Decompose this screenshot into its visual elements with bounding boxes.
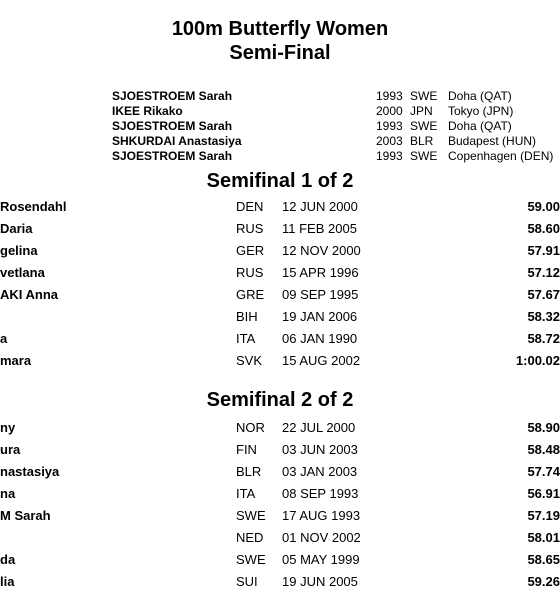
table-row xyxy=(0,508,560,526)
swimmer-nation: RUS xyxy=(236,221,264,236)
page-subtitle: Semi-Final xyxy=(229,42,331,64)
swimmer-nation: FIN xyxy=(236,442,257,457)
record-nation: BLR xyxy=(410,134,434,148)
swimmer-time: 58.90 xyxy=(527,420,560,435)
swimmer-name: a xyxy=(0,331,8,346)
record-year: 1993 xyxy=(376,149,403,163)
swimmer-nation: NED xyxy=(236,530,264,545)
swimmer-name: lia xyxy=(0,574,15,589)
semifinal-1-title: Semifinal 1 of 2 xyxy=(206,170,354,192)
table-row xyxy=(0,287,560,305)
swimmer-birthdate: 19 JUN 2005 xyxy=(282,574,358,589)
swimmer-time: 57.19 xyxy=(527,508,560,523)
swimmer-name: ny xyxy=(0,420,16,435)
swimmer-time: 58.32 xyxy=(527,309,560,324)
table-row xyxy=(0,486,560,504)
record-holder: SHKURDAI Anastasiya xyxy=(112,134,242,148)
table-row xyxy=(0,265,560,283)
record-nation: SWE xyxy=(410,89,438,103)
swimmer-birthdate: 06 JAN 1990 xyxy=(282,331,358,346)
swimmer-name: gelina xyxy=(0,243,38,258)
table-row xyxy=(0,243,560,261)
record-place: Tokyo (JPN) xyxy=(448,104,514,118)
table-row xyxy=(0,353,560,371)
page-title: 100m Butterfly Women xyxy=(171,18,389,40)
swimmer-nation: ITA xyxy=(236,486,256,501)
record-row xyxy=(0,89,560,103)
swimmer-time: 1:00.02 xyxy=(515,353,560,368)
swimmer-name: da xyxy=(0,552,16,567)
table-row xyxy=(0,464,560,482)
swimmer-time: 58.48 xyxy=(527,442,560,457)
table-row xyxy=(0,199,560,217)
swimmer-nation: SWE xyxy=(236,552,266,567)
record-year: 2003 xyxy=(376,134,403,148)
swimmer-name: na xyxy=(0,486,16,501)
swimmer-nation: BIH xyxy=(236,309,258,324)
record-nation: SWE xyxy=(410,119,438,133)
swimmer-birthdate: 15 APR 1996 xyxy=(282,265,359,280)
record-holder: SJOESTROEM Sarah xyxy=(112,149,233,163)
record-year: 1993 xyxy=(376,89,403,103)
swimmer-time: 59.26 xyxy=(527,574,560,589)
swimmer-birthdate: 11 FEB 2005 xyxy=(282,221,357,236)
swimmer-birthdate: 08 SEP 1993 xyxy=(282,486,359,501)
swimmer-time: 58.60 xyxy=(527,221,560,236)
record-holder: IKEE Rikako xyxy=(112,104,183,118)
record-row xyxy=(0,104,560,118)
swimmer-time: 58.01 xyxy=(527,530,560,545)
swimmer-name: vetlana xyxy=(0,265,45,280)
swimmer-time: 58.65 xyxy=(527,552,560,567)
swimmer-birthdate: 03 JUN 2003 xyxy=(282,442,358,457)
record-holder: SJOESTROEM Sarah xyxy=(112,119,233,133)
table-row xyxy=(0,221,560,239)
table-row xyxy=(0,530,560,548)
swimmer-nation: RUS xyxy=(236,265,264,280)
table-row xyxy=(0,309,560,327)
swimmer-name: AKI Anna xyxy=(0,287,59,302)
table-row xyxy=(0,331,560,349)
record-place: Doha (QAT) xyxy=(448,89,512,103)
record-row xyxy=(0,149,560,163)
swimmer-birthdate: 17 AUG 1993 xyxy=(282,508,361,523)
record-holder: SJOESTROEM Sarah xyxy=(112,89,233,103)
swimmer-name: Rosendahl xyxy=(0,199,67,214)
record-place: Copenhagen (DEN) xyxy=(448,149,554,163)
record-place: Doha (QAT) xyxy=(448,119,512,133)
swimmer-nation: NOR xyxy=(236,420,265,435)
swimmer-birthdate: 05 MAY 1999 xyxy=(282,552,360,567)
swimmer-birthdate: 15 AUG 2002 xyxy=(282,353,361,368)
swimmer-name: mara xyxy=(0,353,32,368)
swimmer-nation: DEN xyxy=(236,199,264,214)
swimmer-nation: SUI xyxy=(236,574,258,589)
swimmer-birthdate: 01 NOV 2002 xyxy=(282,530,361,545)
swimmer-birthdate: 12 JUN 2000 xyxy=(282,199,358,214)
swimmer-name: ura xyxy=(0,442,21,457)
record-row xyxy=(0,134,560,148)
swimmer-birthdate: 22 JUL 2000 xyxy=(282,420,356,435)
swimmer-nation: ITA xyxy=(236,331,256,346)
swimmer-birthdate: 09 SEP 1995 xyxy=(282,287,359,302)
swimmer-time: 56.91 xyxy=(527,486,560,501)
swimmer-nation: SWE xyxy=(236,508,266,523)
swimmer-time: 57.12 xyxy=(527,265,560,280)
record-year: 1993 xyxy=(376,119,403,133)
swimmer-time: 57.67 xyxy=(527,287,560,302)
record-place: Budapest (HUN) xyxy=(448,134,537,148)
record-year: 2000 xyxy=(376,104,403,118)
swimmer-time: 59.00 xyxy=(527,199,560,214)
swimmer-time: 58.72 xyxy=(527,331,560,346)
swimmer-nation: GRE xyxy=(236,287,265,302)
swimmer-birthdate: 19 JAN 2006 xyxy=(282,309,358,324)
record-row xyxy=(0,119,560,133)
record-nation: JPN xyxy=(410,104,433,118)
swimmer-birthdate: 12 NOV 2000 xyxy=(282,243,361,258)
semifinal-2-title: Semifinal 2 of 2 xyxy=(206,389,354,411)
record-nation: SWE xyxy=(410,149,438,163)
swimmer-nation: BLR xyxy=(236,464,262,479)
table-row xyxy=(0,442,560,460)
table-row xyxy=(0,574,560,592)
swimmer-nation: GER xyxy=(236,243,265,258)
swimmer-time: 57.91 xyxy=(527,243,560,258)
swimmer-birthdate: 03 JAN 2003 xyxy=(282,464,358,479)
swimmer-name: Daria xyxy=(0,221,33,236)
swimmer-name: M Sarah xyxy=(0,508,51,523)
table-row xyxy=(0,552,560,570)
swimmer-time: 57.74 xyxy=(527,464,560,479)
swimmer-name: nastasiya xyxy=(0,464,60,479)
swimmer-nation: SVK xyxy=(236,353,263,368)
table-row xyxy=(0,420,560,438)
